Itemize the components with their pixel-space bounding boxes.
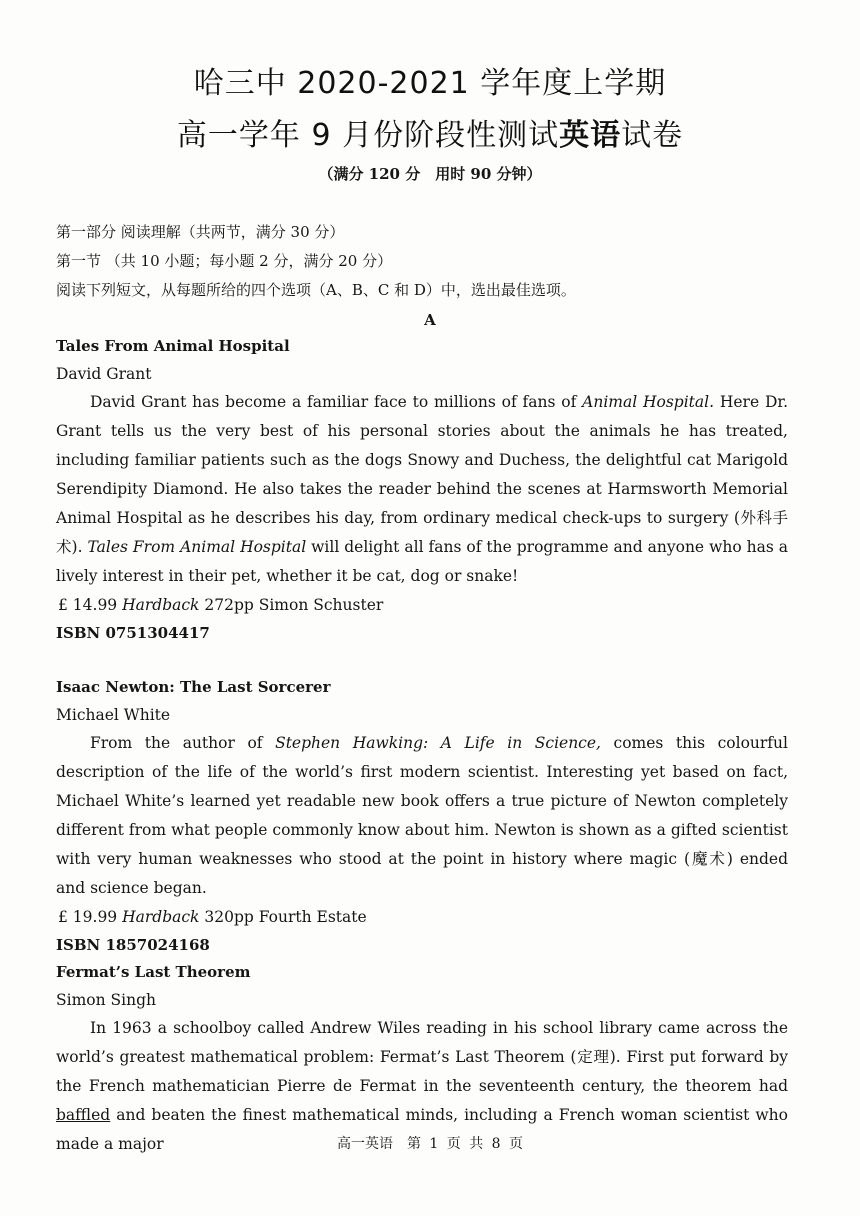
book-description xyxy=(56,388,788,591)
book-author: Simon Singh xyxy=(56,991,156,1009)
book-details: 320pp Fourth Estate xyxy=(204,908,367,926)
book-desc-text: Here Dr. Grant tells us the very best of his personal stories about the animals he has treated, including familiar patients such as the dogs Snowy and Duchess, the delightful cat Marigold Serendipity Diamond. He also takes the reader behind the scenes at Harmsworth Memorial Animal Hospital as he describes his day, from ordinary medical check-ups to surgery (外科手术). xyxy=(56,393,789,556)
section-heading: 第一节 （共 10 小题；每小题 2 分，满分 20 分） xyxy=(56,252,393,270)
book-isbn: ISBN 1857024168 xyxy=(56,936,210,954)
part-heading: 第一部分 阅读理解（共两节，满分 30 分） xyxy=(56,223,345,241)
book-details: 272pp Simon Schuster xyxy=(204,596,384,614)
book-desc-text: David Grant has become a familiar face to millions of fans of xyxy=(90,393,583,411)
book-author: Michael White xyxy=(56,706,171,724)
book-description xyxy=(56,729,788,903)
book-entry xyxy=(56,332,788,647)
book-desc-text: comes this colourful description of the life of the world’s first modern scientist. Interesting yet based on fact, Michael White’s learned yet readable new book offers a true picture of Newton completely different from what people commonly know about him. Newton is shown as a gifted scientist with very human weaknesses who stood at the point in history where magic (魔术) ended and science began. xyxy=(56,734,788,897)
book-entry xyxy=(56,958,788,1159)
book-format: Hardback xyxy=(122,596,200,614)
exam-title-line2 xyxy=(0,110,860,154)
book-desc-text: will delight all fans of the programme and anyone who has a lively interest in their pet, whether it be cat, dog or snake! xyxy=(56,538,788,585)
exam-title-line2-pre: 高一学年 9 月份阶段性测试 xyxy=(176,118,560,153)
book-price-line xyxy=(56,591,788,619)
book-desc-underlined-word: baffled xyxy=(56,1106,111,1124)
book-title: Isaac Newton: The Last Sorcerer xyxy=(56,678,331,696)
book-price: £ 19.99 xyxy=(58,908,118,926)
book-desc-italic: Stephen Hawking: A Life in Science, xyxy=(275,734,601,752)
book-entry xyxy=(56,673,788,959)
book-title: Fermat’s Last Theorem xyxy=(56,963,251,981)
book-format: Hardback xyxy=(122,908,200,926)
exam-title-line1: 哈三中 2020-2021 学年度上学期 xyxy=(193,66,667,101)
book-price-line xyxy=(56,903,788,931)
exam-score-time: （满分 120 分 用时 90 分钟） xyxy=(318,165,542,183)
book-title: Tales From Animal Hospital xyxy=(56,337,290,355)
exam-title-line2-subject: 英语 xyxy=(559,118,622,153)
book-price: £ 14.99 xyxy=(58,596,118,614)
directions: 阅读下列短文，从每题所给的四个选项（A、B、C 和 D）中，选出最佳选项。 xyxy=(56,281,576,299)
book-desc-italic: Animal Hospital. xyxy=(582,393,715,411)
book-desc-text: and beaten the finest mathematical minds, including a French woman scientist who made a major xyxy=(56,1106,788,1153)
book-desc-text: In 1963 a schoolboy called Andrew Wiles reading in his school library came across the world’s greatest mathematical problem: Fermat’s Last Theorem (定理). First put forward by the French mathematician Pierre de Fermat in the seventeenth century, the theorem had xyxy=(56,1019,788,1095)
exam-title-line2-post: 试卷 xyxy=(621,118,684,153)
passage-letter: A xyxy=(424,311,436,329)
book-desc-text: From the author of xyxy=(90,734,276,752)
page-footer: 高一英语 第 1 页 共 8 页 xyxy=(336,1136,524,1152)
book-author: David Grant xyxy=(56,365,152,383)
book-isbn: ISBN 0751304417 xyxy=(56,624,210,642)
book-desc-italic: Tales From Animal Hospital xyxy=(87,538,307,556)
